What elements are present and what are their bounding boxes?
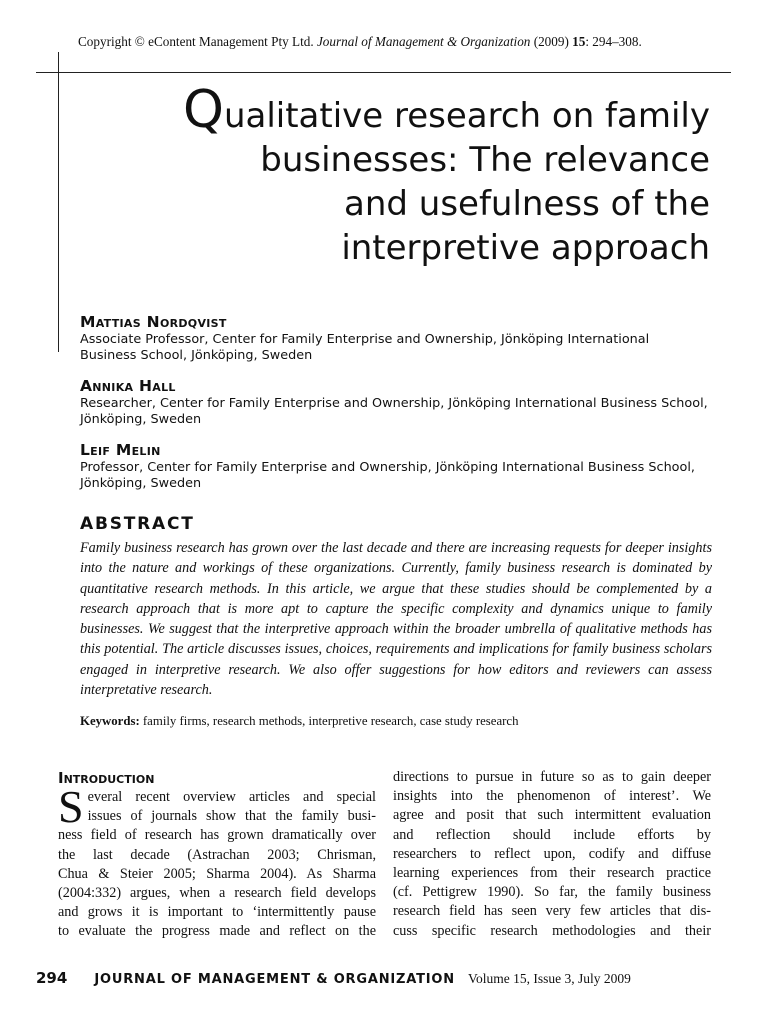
body-line: ness field of research has grown dramatically over <box>58 827 376 844</box>
body-line: directions to pursue in future so as to gain deeper <box>393 769 711 785</box>
author-list <box>80 312 720 504</box>
copyright-volume: 15 <box>572 34 586 49</box>
body-line: learning experiences from their research practice <box>393 865 711 882</box>
author-block <box>80 312 720 364</box>
author-affiliation-line: Jönköping, Sweden <box>80 412 202 427</box>
footer-issue-info: Volume 15, Issue 3, July 2009 <box>468 971 631 986</box>
paragraph-dropcap: S <box>58 781 84 832</box>
copyright-pages: : 294–308. <box>585 34 642 49</box>
body-line: research field has seen very few articles that dis- <box>393 903 711 920</box>
footer-journal-name: JOURNAL OF MANAGEMENT & ORGANIZATION <box>94 972 455 987</box>
keywords-list: family firms, research methods, interpretive research, case study research <box>139 714 519 728</box>
body-line: issues of journals show that the family busi- <box>87 808 376 825</box>
author-affiliation-line: Professor, Center for Family Enterprise and Ownership, Jönköping International Business School, <box>80 460 695 475</box>
body-line: and grows it is important to ‘intermittently pause <box>58 904 376 921</box>
body-line: agree and posit that such intermittent evaluation <box>393 807 711 824</box>
copyright-year: (2009) <box>533 34 569 49</box>
title-line-2: businesses: The relevance <box>260 140 710 180</box>
body-column-left <box>58 768 376 942</box>
body-column-right <box>393 768 711 941</box>
author-affiliation-line: Researcher, Center for Family Enterprise and Ownership, Jönköping International Business School, <box>80 396 708 411</box>
copyright-prefix: Copyright © eContent Management Pty Ltd. <box>78 34 314 49</box>
body-line: (cf. Pettigrew 1990). So far, the family business <box>393 884 711 901</box>
header-rule <box>36 72 731 73</box>
keywords-line <box>80 714 720 729</box>
body-line: and reflection should include efforts by <box>393 826 711 843</box>
author-affiliation-line: Associate Professor, Center for Family Enterprise and Ownership, Jönköping International <box>80 332 650 347</box>
page-footer <box>36 968 736 987</box>
author-name: Annika Hall <box>80 377 176 395</box>
journal-title-italic: Journal of Management & Organization <box>316 34 531 49</box>
body-line: the last decade (Astrachan 2003; Chrisman, <box>58 846 376 863</box>
author-block <box>80 376 720 428</box>
copyright-line <box>78 34 748 50</box>
title-line-3: and usefulness of the <box>344 184 710 224</box>
body-line: Chua & Steier 2005; Sharma 2004). As Sharma <box>58 865 376 882</box>
body-line: (2004:332) argues, when a research field develops <box>58 885 376 902</box>
author-block <box>80 440 720 492</box>
body-line: insights into the phenomenon of interest’. We <box>393 788 711 805</box>
side-rule <box>58 52 59 352</box>
author-affiliation-line: Jönköping, Sweden <box>80 476 202 491</box>
abstract-body: Family business research has grown over the last decade and there are increasing requests for deeper insights into the nature and workings of these organizations. Currently, family business research is dominated by quantitative research methods. In this article, we argue that these studies should be complemented by a research approach that is more apt to capture the specific complexity and dynamics unique to family businesses. We suggest that the interpretive approach within the broader umbrella of qualitative methods has this potential. The article discusses issues, choices, requirements and implications for family business scholars engaged in interpretive research. We also offer suggestions for how editors and reviewers can assess interpretative research. <box>80 540 712 699</box>
section-heading-introduction: Introduction <box>58 769 155 787</box>
page-number: 294 <box>36 969 68 987</box>
body-line: researchers to reflect upon, codify and diffuse <box>393 845 711 862</box>
article-title <box>150 80 710 270</box>
title-line-4: interpretive approach <box>341 228 710 268</box>
keywords-label: Keywords: <box>80 714 140 728</box>
abstract-heading: ABSTRACT <box>80 514 195 534</box>
body-line: cuss specific research methodologies and their <box>393 922 711 939</box>
author-name: Mattias Nordqvist <box>80 313 227 331</box>
title-dropcap: Q <box>183 80 224 140</box>
body-line: to evaluate the progress made and reflect on the <box>58 923 376 940</box>
body-line: everal recent overview articles and special <box>87 789 376 805</box>
author-name: Leif Melin <box>80 441 161 459</box>
author-affiliation-line: Business School, Jönköping, Sweden <box>80 348 313 363</box>
title-line-1: Qualitative research on family <box>183 80 710 140</box>
